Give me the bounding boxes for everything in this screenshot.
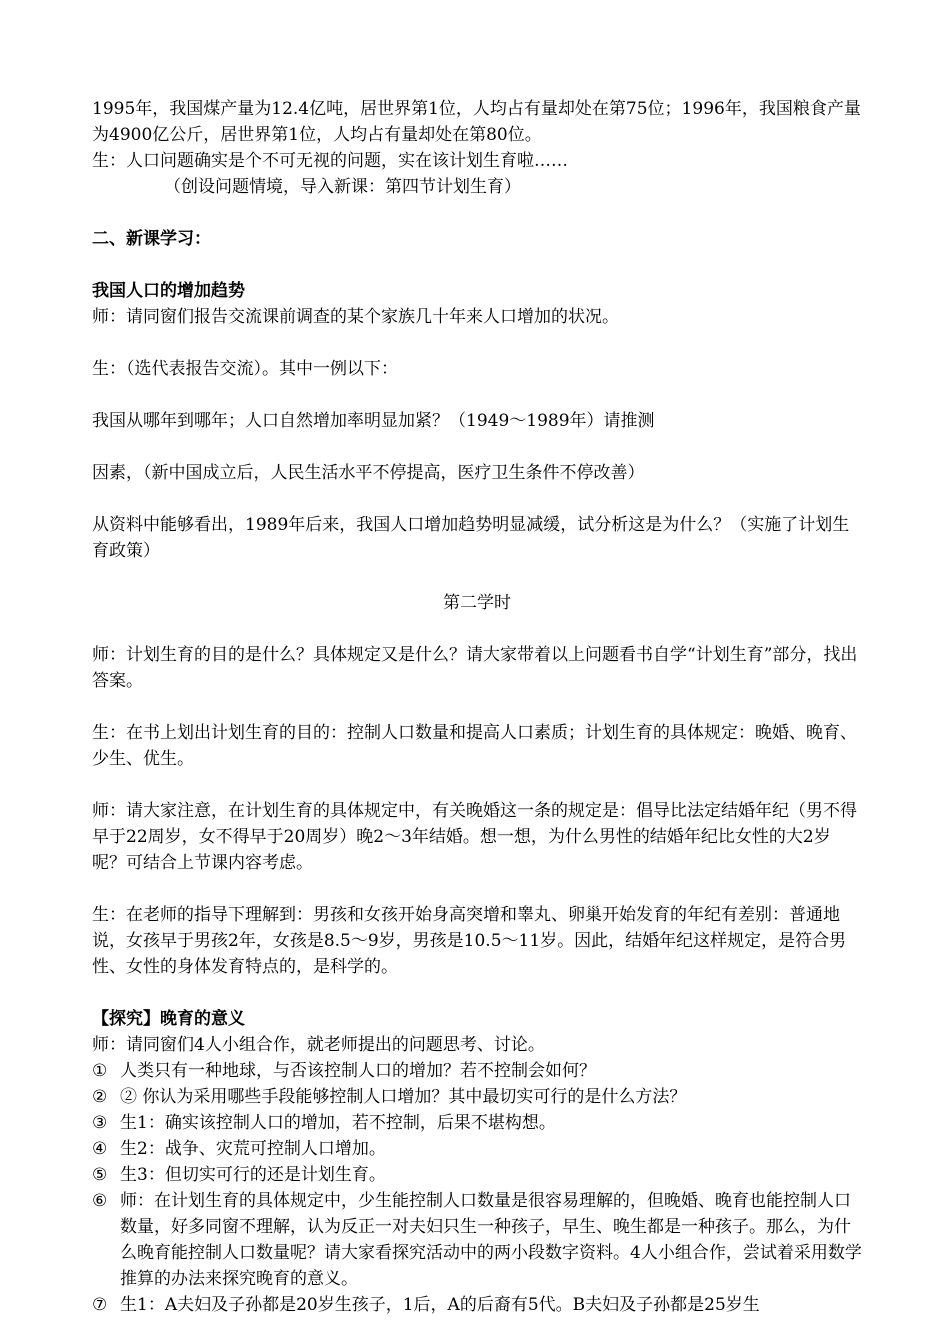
item-number: ③ [92, 1113, 108, 1133]
list-item [92, 1110, 862, 1136]
item-number: ① [92, 1061, 108, 1081]
lesson-note: （创设问题情境，导入新课：第四节计划生育） [164, 177, 521, 197]
item-text: 师：在计划生育的具体规定中，少生能控制人口数量是很容易理解的，但晚婚、晚育也能控制人口数量，好多同窗不理解，认为反正一对夫妇只生一种孩子，早生、晚生都是一种孩子。那么，为什么晚育能控制人口数量呢？请大家看探究活动中的两小段数字资料。4人小组合作，尝试着采用数学推算的办法来探究晚育的意义。 [120, 1191, 862, 1289]
student-line: 生：（选代表报告交流）。其中一例以下： [92, 359, 398, 379]
discussion-list [92, 1058, 862, 1318]
lesson-title: 第二学时 [443, 593, 511, 613]
item-number: ⑥ [92, 1191, 108, 1211]
item-number: ⑤ [92, 1165, 108, 1185]
factor-line: 因素，（新中国成立后，人民生活水平不停提高，医疗卫生条件不停改善） [92, 463, 645, 483]
document-page [92, 96, 862, 1318]
list-item [92, 1292, 862, 1318]
student-paragraph: 生：在书上划出计划生育的目的：控制人口数量和提高人口素质；计划生育的具体规定：晚婚、晚育、少生、优生。 [92, 723, 857, 769]
list-item [92, 1188, 862, 1292]
subheading: 我国人口的增加趋势 [92, 281, 245, 301]
item-text: 生1：A夫妇及子孙都是20岁生孩子，1后，A的后裔有5代。B夫妇及子孙都是25岁生 [120, 1295, 760, 1315]
item-text: 人类只有一种地球，与否该控制人口的增加？若不控制会如何？ [120, 1061, 596, 1081]
teacher-paragraph: 师：计划生育的目的是什么？具体规定又是什么？请大家带着以上问题看书自学“计划生育”部分，找出答案。 [92, 645, 858, 691]
list-item [92, 1084, 862, 1110]
item-text: 生1：确实该控制人口的增加，若不控制，后果不堪构想。 [120, 1113, 556, 1133]
question-line: 我国从哪年到哪年；人口自然增加率明显加紧？（1949～1989年）请推测 [92, 411, 655, 431]
explore-heading: 【探究】晚育的意义 [92, 1009, 245, 1029]
item-number: ⑦ [92, 1295, 108, 1315]
item-text: ② 你认为采用哪些手段能够控制人口增加？其中最切实可行的是什么方法？ [120, 1087, 687, 1107]
teacher-paragraph: 师：请大家注意，在计划生育的具体规定中，有关晚婚这一条的规定是：倡导比法定结婚年纪（男不得早于22周岁，女不得早于20周岁）晚2～3年结婚。想一想，为什么男性的结婚年纪比女性的大2岁呢？可结合上节课内容考虑。 [92, 801, 857, 873]
item-text: 生3：但切实可行的还是计划生育。 [120, 1165, 386, 1185]
teacher-line: 师：请同窗们报告交流课前调查的某个家族几十年来人口增加的状况。 [92, 307, 619, 327]
student-paragraph: 生：在老师的指导下理解到：男孩和女孩开始身高突增和睾丸、卵巢开始发育的年纪有差别：普通地说，女孩早于男孩2年，女孩是8.5～9岁，男孩是10.5～11岁。因此，结婚年纪这样规定，是符合男性、女性的身体发育特点的，是科学的。 [92, 905, 847, 977]
item-text: 生2：战争、灾荒可控制人口增加。 [120, 1139, 386, 1159]
list-item [92, 1162, 862, 1188]
item-number: ④ [92, 1139, 108, 1159]
item-number: ② [92, 1087, 108, 1107]
section-heading: 二、新课学习： [92, 229, 211, 249]
list-item [92, 1058, 862, 1084]
list-item [92, 1136, 862, 1162]
intro-paragraph: 1995年，我国煤产量为12.4亿吨，居世界第1位，人均占有量却处在第75位；1996年，我国粮食产量为4900亿公斤，居世界第1位，人均占有量却处在第80位。 [92, 99, 861, 145]
analysis-paragraph: 从资料中能够看出，1989年后来，我国人口增加趋势明显减缓，试分析这是为什么？（实施了计划生育政策） [92, 515, 850, 561]
teacher-line: 师：请同窗们4人小组合作，就老师提出的问题思考、讨论。 [92, 1035, 545, 1055]
student-line: 生：人口问题确实是个不可无视的问题，实在该计划生育啦…… [92, 151, 568, 171]
